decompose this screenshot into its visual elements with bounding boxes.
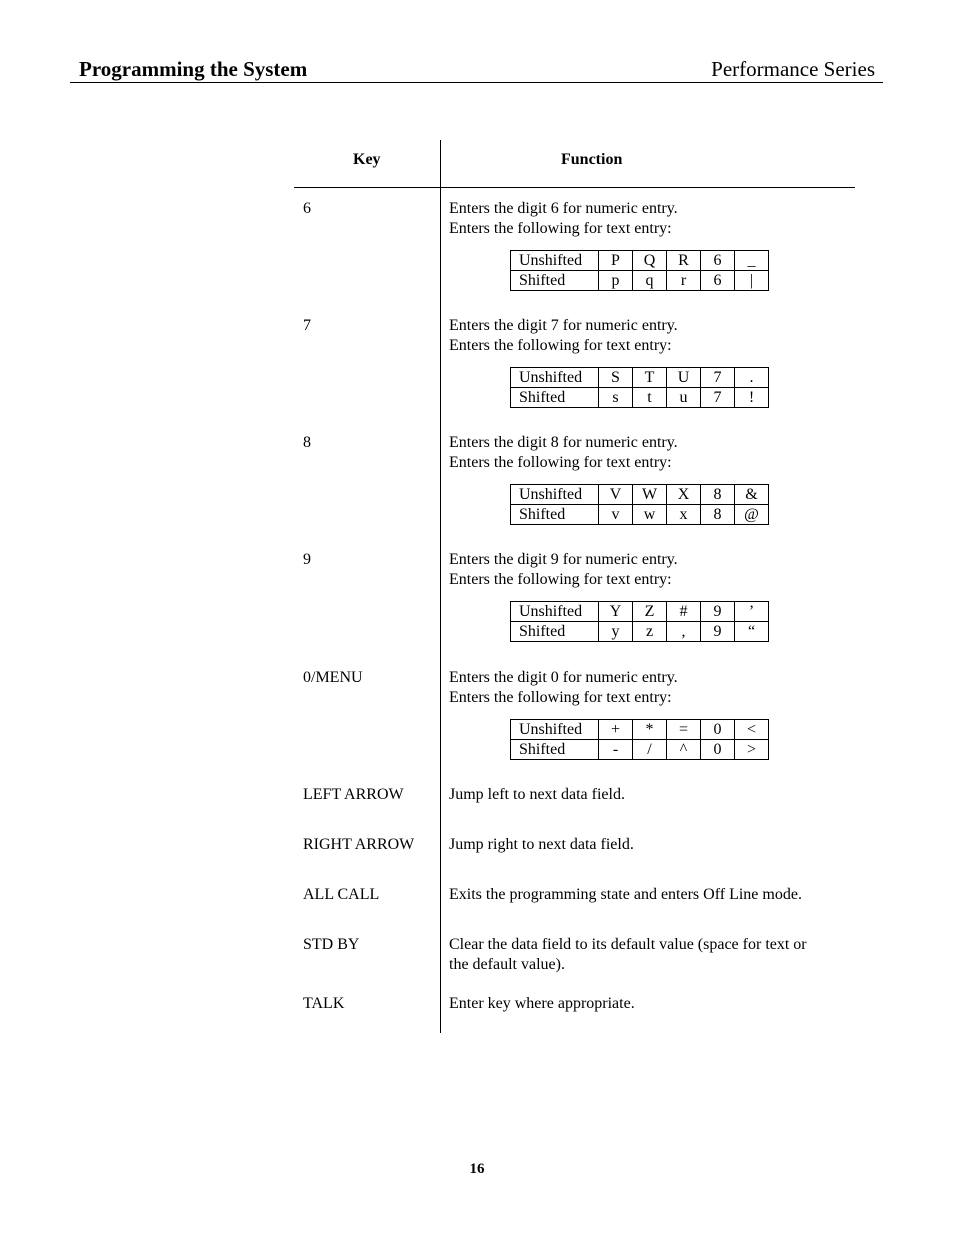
function-description [449,885,849,905]
char-cell: > [735,740,769,760]
function-description [449,550,849,590]
function-line-1: Enters the digit 7 for numeric entry. [449,317,678,334]
shifted-row [511,505,769,525]
key-label: 9 [303,551,311,568]
char-cell: ’ [735,602,769,622]
char-cell: Q [633,251,667,271]
function-line-1: Jump left to next data field. [449,786,625,803]
char-cell: < [735,720,769,740]
function-line-2: the default value). [449,956,565,973]
function-description [449,994,849,1014]
char-cell: w [633,505,667,525]
function-line-1: Exits the programming state and enters Off Line mode. [449,886,802,903]
unshifted-row [511,368,769,388]
char-cell: - [599,740,633,760]
char-cell: q [633,271,667,291]
page-number: 16 [469,1161,485,1177]
shifted-label: Shifted [511,740,599,760]
unshifted-label: Unshifted [511,720,599,740]
key-label: 6 [303,200,311,217]
char-cell: v [599,505,633,525]
function-line-2: Enters the following for text entry: [449,337,672,354]
char-cell: @ [735,505,769,525]
key-label: 8 [303,434,311,451]
function-line-2: Enters the following for text entry: [449,454,672,471]
char-cell: _ [735,251,769,271]
unshifted-label: Unshifted [511,602,599,622]
shifted-row [511,740,769,760]
char-cell: , [667,622,701,642]
function-column-header: Function [561,151,623,168]
char-cell: 8 [701,485,735,505]
key-label: STD BY [303,936,360,953]
char-cell: 7 [701,368,735,388]
char-cell: r [667,271,701,291]
function-description [449,316,849,356]
char-cell: “ [735,622,769,642]
unshifted-row [511,602,769,622]
function-line-1: Jump right to next data field. [449,836,634,853]
char-cell: P [599,251,633,271]
column-divider [440,140,441,1033]
function-line-1: Clear the data field to its default value (space for text or [449,936,807,953]
header-rule [70,82,883,83]
header-underline [294,187,855,188]
unshifted-label: Unshifted [511,251,599,271]
character-map-table [510,367,769,408]
char-cell: V [599,485,633,505]
function-line-2: Enters the following for text entry: [449,220,672,237]
unshifted-row [511,720,769,740]
function-line-2: Enters the following for text entry: [449,689,672,706]
char-cell: | [735,271,769,291]
function-line-1: Enters the digit 6 for numeric entry. [449,200,678,217]
character-map-table [510,484,769,525]
character-map-table [510,601,769,642]
char-cell: 8 [701,505,735,525]
function-description [449,199,849,239]
key-label: RIGHT ARROW [303,836,415,853]
key-label: 0/MENU [303,669,363,686]
character-map-table [510,719,769,760]
key-label: LEFT ARROW [303,786,404,803]
function-description [449,935,849,975]
char-cell: . [735,368,769,388]
header-title: Programming the System [79,57,308,81]
char-cell: s [599,388,633,408]
char-cell: # [667,602,701,622]
char-cell: X [667,485,701,505]
char-cell: u [667,388,701,408]
function-line-1: Enters the digit 0 for numeric entry. [449,669,678,686]
shifted-row [511,622,769,642]
char-cell: p [599,271,633,291]
function-line-2: Enters the following for text entry: [449,571,672,588]
char-cell: S [599,368,633,388]
shifted-label: Shifted [511,622,599,642]
char-cell: 0 [701,740,735,760]
char-cell: Z [633,602,667,622]
char-cell: T [633,368,667,388]
char-cell: * [633,720,667,740]
char-cell: ^ [667,740,701,760]
char-cell: W [633,485,667,505]
char-cell: x [667,505,701,525]
function-description [449,835,849,855]
shifted-label: Shifted [511,388,599,408]
char-cell: 7 [701,388,735,408]
function-line-1: Enters the digit 8 for numeric entry. [449,434,678,451]
function-line-1: Enter key where appropriate. [449,995,635,1012]
char-cell: 0 [701,720,735,740]
char-cell: 9 [701,622,735,642]
key-label: TALK [303,995,345,1012]
shifted-label: Shifted [511,271,599,291]
char-cell: & [735,485,769,505]
function-line-1: Enters the digit 9 for numeric entry. [449,551,678,568]
header-series: Performance Series [711,57,875,81]
key-column-header: Key [353,151,381,168]
char-cell: 9 [701,602,735,622]
char-cell: U [667,368,701,388]
function-description [449,668,849,708]
key-label: 7 [303,317,311,334]
function-description [449,433,849,473]
unshifted-row [511,251,769,271]
char-cell: + [599,720,633,740]
char-cell: / [633,740,667,760]
char-cell: ! [735,388,769,408]
unshifted-row [511,485,769,505]
char-cell: t [633,388,667,408]
function-description [449,785,849,805]
char-cell: R [667,251,701,271]
char-cell: 6 [701,271,735,291]
char-cell: = [667,720,701,740]
char-cell: 6 [701,251,735,271]
unshifted-label: Unshifted [511,485,599,505]
unshifted-label: Unshifted [511,368,599,388]
character-map-table [510,250,769,291]
shifted-row [511,388,769,408]
shifted-label: Shifted [511,505,599,525]
char-cell: z [633,622,667,642]
shifted-row [511,271,769,291]
char-cell: Y [599,602,633,622]
key-label: ALL CALL [303,886,380,903]
char-cell: y [599,622,633,642]
